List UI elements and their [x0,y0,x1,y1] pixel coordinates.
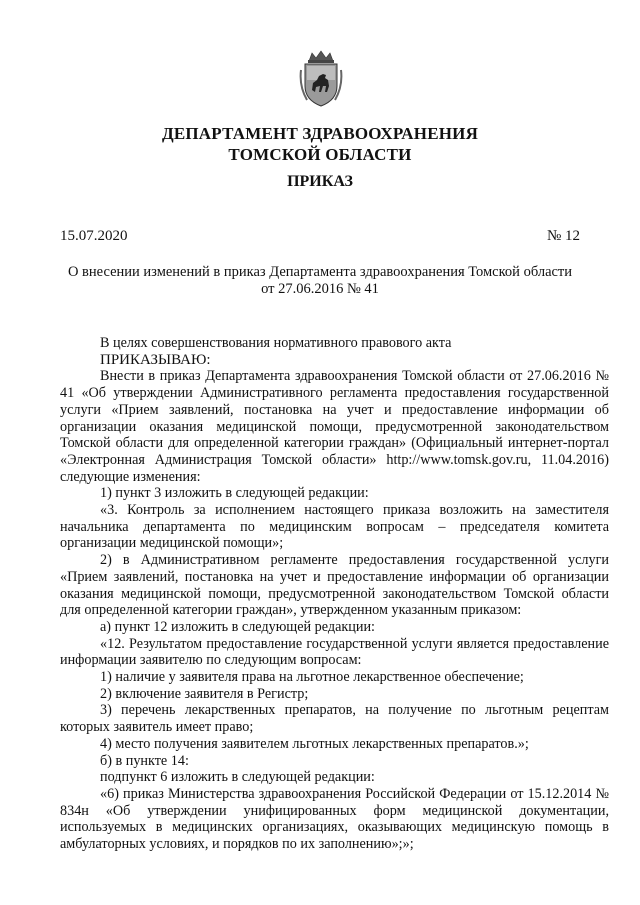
paragraph-order-word: ПРИКАЗЫВАЮ: [100,351,211,368]
paragraph-subitem-6: подпункт 6 изложить в следующей редакции: [100,769,375,786]
paragraph-list-2: 2) включение заявителя в Регистр; [100,685,309,702]
subject-line1: О внесении изменений в приказ Департамента здравоохранения Томской области [67,264,573,280]
paragraph-main: Внести в приказ Департамента здравоохранения Томской области от 27.06.2016 № 41 «Об утверждении Административного регламента предоставления государственной услуги «Прием заявлений, постановка на учет и предоставление информации об организации оказания медицинской помощи, предусмотренной законодательством Томской области для определенной категории граждан» (Официальный интернет-портал «Электронная Администрация Томской области» http://www.tomsk.gov.ru, 11.04.2016) следующие изменения: [60,368,609,485]
document-number: № 12 [546,228,580,244]
paragraph-list-1: 1) наличие у заявителя права на льготное лекарственное обеспечение; [100,669,524,686]
paragraph-subitem-6-text: «6) приказ Министерства здравоохранения Российской Федерации от 15.12.2014 № 834н «Об утверждении унифицированных форм медицинской документации, используемых в медицинских организациях, оказывающих медицинскую помощь в амбулаторных условиях, и порядков по их заполнению»;»; [60,785,609,853]
document-body [60,335,609,853]
paragraph-item-2: 2) в Административном регламенте предоставления государственной услуги «Прием заявлений, постановка на учет и предоставление информации об организации оказания медицинской помощи, предусмотренной законодательством Томской области для определенной категории граждан», утвержденном указанным приказом: [60,552,609,619]
paragraph-list-4: 4) место получения заявителем льготных лекарственных препаратов.»; [100,735,529,752]
paragraph-item-1: 1) пункт 3 изложить в следующей редакции: [100,485,369,502]
organization-name-line1: ДЕПАРТАМЕНТ ЗДРАВООХРАНЕНИЯ [161,124,479,143]
paragraph-item-2a: а) пункт 12 изложить в следующей редакции: [100,618,375,635]
document-subject [40,264,600,298]
paragraph-list-3: 3) перечень лекарственных препаратов, на получение по льготным рецептам которых заявитель имеет право; [60,702,609,736]
document-date: 15.07.2020 [60,228,128,244]
paragraph-preamble: В целях совершенствования нормативного правового акта [100,335,452,351]
subject-line2: от 27.06.2016 № 41 [261,281,379,297]
paragraph-item-12: «12. Результатом предоставление государственной услуги является предоставление информации заявителю по следующим вопросам: [60,635,609,669]
document-type: ПРИКАЗ [287,173,353,190]
paragraph-item-1-text: «3. Контроль за исполнением настоящего приказа возложить на заместителя начальника департамента по медицинским вопросам – председателя комитета организации медицинской помощи»; [60,502,609,552]
organization-name-line2: ТОМСКОЙ ОБЛАСТИ [228,145,412,164]
paragraph-item-2b: б) в пункте 14: [100,752,189,769]
tomsk-region-coat-of-arms-icon [299,50,343,108]
